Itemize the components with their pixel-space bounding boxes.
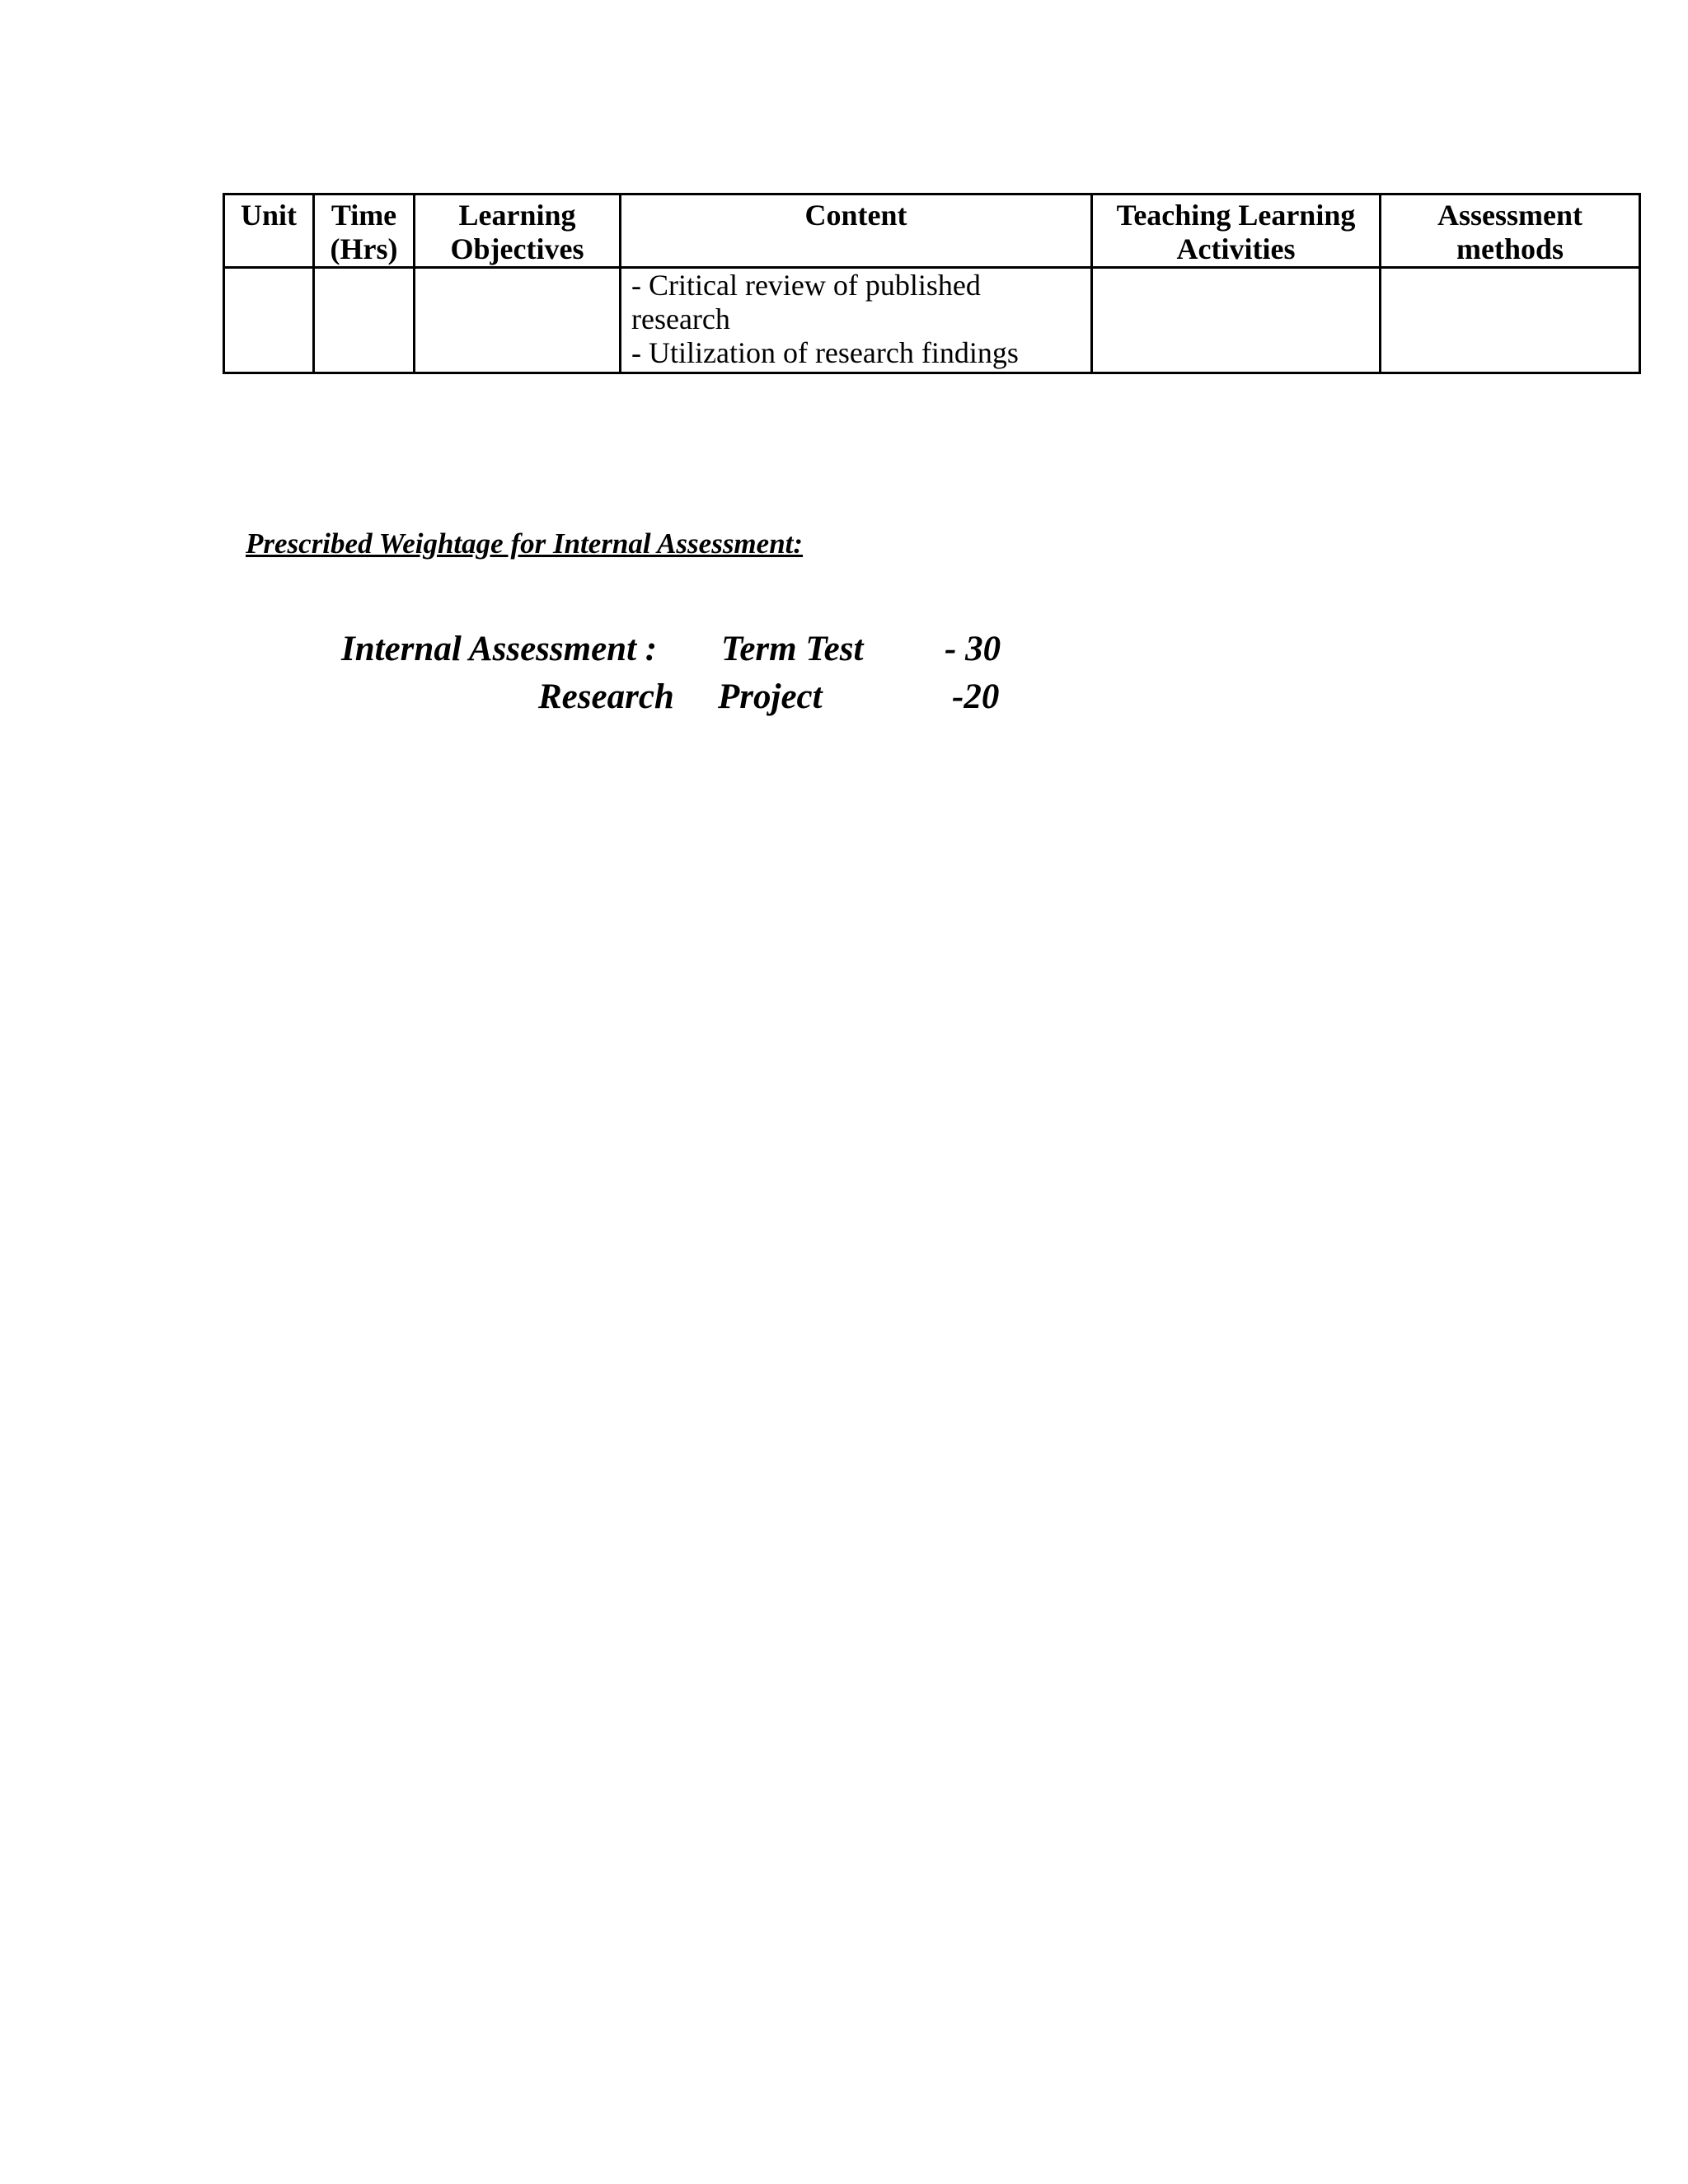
cell-unit [224, 268, 314, 373]
header-teaching-learning-activities: Teaching Learning Activities [1092, 194, 1381, 268]
table-row [224, 268, 1640, 373]
assessment-item: Project [718, 677, 823, 716]
assessment-label: Internal Assessment : [341, 630, 658, 668]
content-item: - Utilization of research findings [631, 336, 1019, 369]
cell-time [314, 268, 415, 373]
assessment-item: Term Test [721, 630, 864, 668]
assessment-label: Research [538, 677, 674, 716]
syllabus-table [223, 193, 1641, 374]
cell-methods [1381, 268, 1640, 373]
assessment-mark: - 30 [945, 630, 1001, 668]
cell-activities [1092, 268, 1381, 373]
content-item: - Critical review of published research [631, 269, 981, 335]
header-content: Content [621, 194, 1092, 268]
cell-objectives [415, 268, 621, 373]
cell-content [621, 268, 1092, 373]
table-header-row [224, 194, 1640, 268]
assessment-mark: -20 [952, 677, 1000, 716]
header-time: Time (Hrs) [314, 194, 415, 268]
header-assessment-methods: Assessment methods [1381, 194, 1640, 268]
header-unit: Unit [224, 194, 314, 268]
weightage-heading: Prescribed Weightage for Internal Assessment: [246, 527, 804, 560]
header-learning-objectives: Learning Objectives [415, 194, 621, 268]
